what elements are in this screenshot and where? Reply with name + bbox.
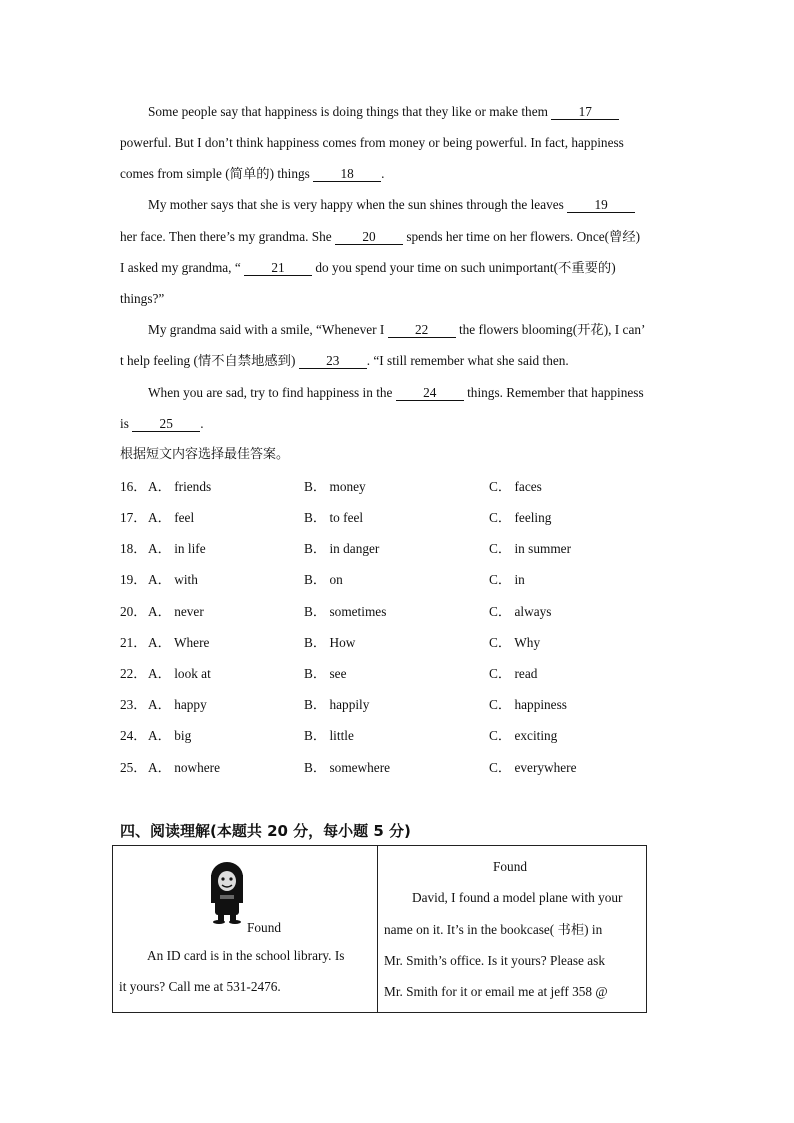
passage-text: comes from simple (简单的) things [120, 166, 314, 181]
option-b[interactable]: B． little [304, 728, 354, 743]
question-row [120, 728, 640, 744]
passage-text: the flowers blooming(开花), I can’ [455, 322, 646, 337]
passage-line [120, 229, 640, 245]
passage-text: . [200, 416, 204, 431]
passage-line [120, 166, 384, 182]
notice-text: David, I found a model plane with your [412, 890, 623, 905]
option-a[interactable]: A． feel [148, 510, 195, 525]
passage-text: . “I still remember what she said then. [366, 353, 569, 368]
passage-text: . [381, 166, 385, 181]
notice-text: Mr. Smith’s office. Is it yours? Please ask [384, 953, 605, 968]
option-c[interactable]: C． in summer [489, 541, 571, 556]
blank-25: 25 [132, 416, 200, 432]
section-title: 四、阅读理解(本题共 20 分，每小题 5 分) [120, 822, 411, 840]
question-row [120, 604, 640, 620]
blank-19: 19 [567, 197, 635, 213]
option-a[interactable]: A． big [148, 728, 192, 743]
blank-22: 22 [388, 322, 456, 338]
notice-table [112, 845, 647, 1013]
option-a[interactable]: A． friends [148, 479, 212, 494]
option-b[interactable]: B． in danger [304, 541, 380, 556]
option-b[interactable]: B． money [304, 479, 366, 494]
option-c[interactable]: C． faces [489, 479, 542, 494]
option-b[interactable]: B． to feel [304, 510, 364, 525]
question-row [120, 697, 640, 713]
question-row [120, 635, 640, 651]
blank-21: 21 [244, 260, 312, 276]
option-c[interactable]: C． read [489, 666, 538, 681]
passage-text: My mother says that she is very happy when the sun shines through the leaves [148, 197, 568, 212]
question-number: 18． [120, 541, 147, 556]
passage-text: do you spend your time on such unimportant(不重要的) [312, 260, 616, 275]
question-number: 20． [120, 604, 147, 619]
passage-text: When you are sad, try to find happiness in the [148, 385, 396, 400]
passage-text: I asked my grandma, “ [120, 260, 245, 275]
blank-17: 17 [551, 104, 619, 120]
instruction-text: 根据短文内容选择最佳答案。 [120, 447, 290, 462]
passage-text: t help feeling (情不自禁地感到) [120, 353, 299, 368]
passage-text: spends her time on her flowers. Once(曾经) [403, 229, 641, 244]
question-number: 23． [120, 697, 147, 712]
option-c[interactable]: C． always [489, 604, 552, 619]
notice-heading: Found [247, 920, 281, 935]
passage-line [148, 322, 645, 338]
question-number: 22． [120, 666, 147, 681]
notice-text: name on it. It’s in the bookcase( 书柜) in [384, 922, 603, 937]
passage-text: My grandma said with a smile, “Whenever I [148, 322, 388, 337]
blank-23: 23 [299, 353, 367, 369]
passage-text: Some people say that happiness is doing things that they like or make them [148, 104, 552, 119]
option-a[interactable]: A． happy [148, 697, 207, 712]
passage-line [148, 104, 619, 120]
option-b[interactable]: B． sometimes [304, 604, 387, 619]
option-c[interactable]: C． exciting [489, 728, 558, 743]
notice-text: An ID card is in the school library. Is [147, 948, 345, 963]
blank-24: 24 [396, 385, 464, 401]
option-b[interactable]: B． How [304, 635, 356, 650]
question-row [120, 572, 640, 588]
option-b[interactable]: B． on [304, 572, 343, 587]
question-row [120, 479, 640, 495]
question-number: 21． [120, 635, 147, 650]
option-c[interactable]: C． everywhere [489, 760, 577, 775]
option-a[interactable]: A． never [148, 604, 204, 619]
option-c[interactable]: C． happiness [489, 697, 567, 712]
option-b[interactable]: B． see [304, 666, 347, 681]
question-row [120, 510, 640, 526]
question-number: 19． [120, 572, 147, 587]
option-c[interactable]: C． in [489, 572, 525, 587]
passage-text: her face. Then there’s my grandma. She [120, 229, 336, 244]
notice-heading: Found [493, 859, 527, 874]
passage-line [120, 416, 204, 432]
option-b[interactable]: B． happily [304, 697, 370, 712]
option-c[interactable]: C． feeling [489, 510, 552, 525]
notice-text: Mr. Smith for it or email me at jeff 358 @ [384, 984, 608, 999]
question-row [120, 666, 640, 682]
question-number: 17． [120, 510, 147, 525]
question-row [120, 760, 640, 776]
passage-text: things. Remember that happiness [463, 385, 644, 400]
question-number: 16． [120, 479, 147, 494]
blank-18: 18 [313, 166, 381, 182]
option-a[interactable]: A． Where [148, 635, 210, 650]
option-c[interactable]: C． Why [489, 635, 541, 650]
notice-text: it yours? Call me at 531-2476. [119, 979, 281, 994]
notice-left-cell [113, 846, 378, 1013]
option-a[interactable]: A． nowhere [148, 760, 221, 775]
passage-line [120, 260, 616, 276]
passage-line: things?” [120, 291, 165, 306]
notice-right-cell [378, 846, 647, 1013]
passage-line [148, 197, 635, 213]
option-a[interactable]: A． with [148, 572, 198, 587]
girl-icon [207, 861, 247, 927]
blank-20: 20 [335, 229, 403, 245]
passage-line: powerful. But I don’t think happiness comes from money or being powerful. In fact, happiness [120, 135, 624, 150]
passage-line [148, 385, 644, 401]
question-number: 24． [120, 728, 147, 743]
question-number: 25． [120, 760, 147, 775]
option-a[interactable]: A． look at [148, 666, 211, 681]
option-a[interactable]: A． in life [148, 541, 206, 556]
passage-line [120, 353, 569, 369]
question-row [120, 541, 640, 557]
option-b[interactable]: B． somewhere [304, 760, 391, 775]
passage-text: is [120, 416, 133, 431]
